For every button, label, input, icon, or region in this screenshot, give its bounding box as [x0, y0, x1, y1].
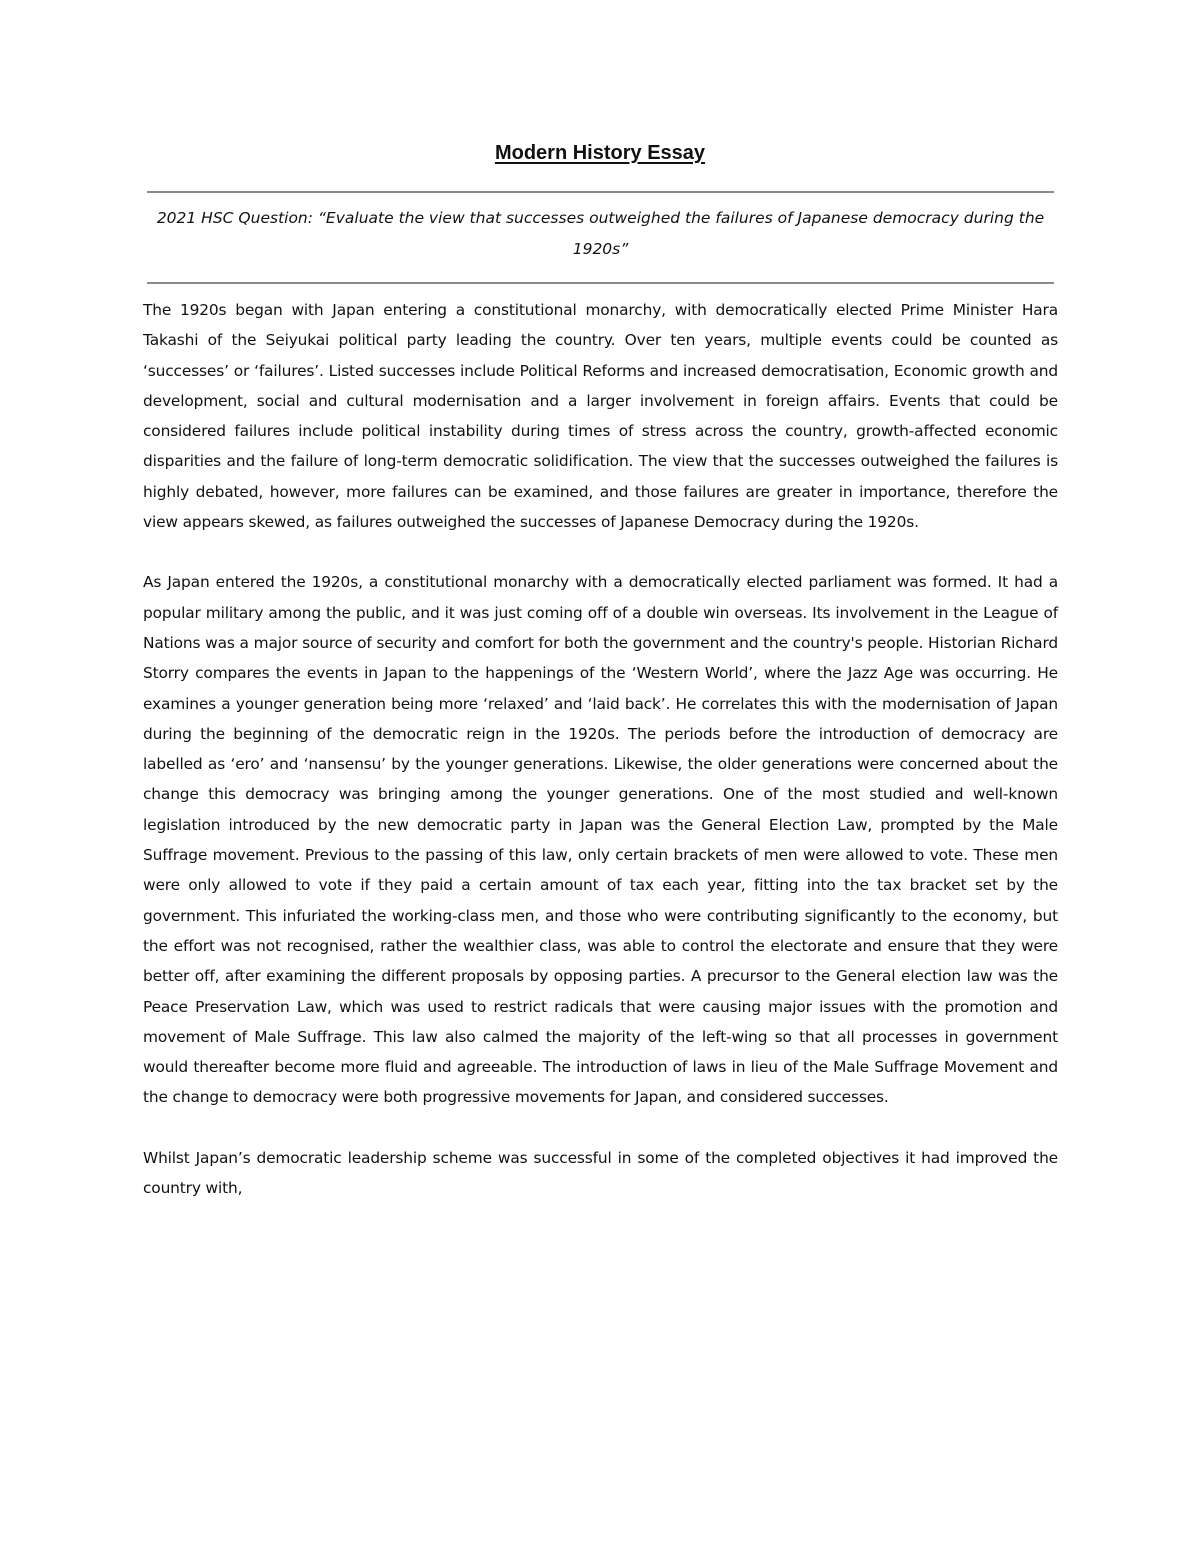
- document-title: Modern History Essay: [494, 142, 706, 164]
- paragraph-introduction: The 1920s began with Japan entering a constitutional monarchy, with democratically elected Prime Minister Hara Takashi of the Seiyukai political party leading the country. Over ten years, multiple events could be counted as ‘successes’ or ‘failures’. Listed successes include Political Reforms and increased democratisation, Economic growth and development, social and cultural modernisation and a larger involvement in foreign affairs. Events that could be considered failures include political instability during times of stress across the country, growth-affected economic disparities and the failure of long-term democratic solidification. The view that the successes outweighed the failures is highly debated, however, more failures can be examined, and those failures are greater in importance, therefore the view appears skewed, as failures outweighed the successes of Japanese Democracy during the 1920s.: [143, 301, 1058, 532]
- divider-bottom: [147, 282, 1054, 284]
- paragraph-successes: As Japan entered the 1920s, a constitutional monarchy with a democratically elected parliament was formed. It had a popular military among the public, and it was just coming off of a double win overseas. Its involvement in the League of Nations was a major source of security and comfort for both the government and the country's people. Historian Richard Storry compares the events in Japan to the happenings of the ‘Western World’, where the Jazz Age was occurring. He examines a younger generation being more ‘relaxed’ and ‘laid back’. He correlates this with the modernisation of Japan during the beginning of the democratic reign in the 1920s. The periods before the introduction of democracy are labelled as ‘ero’ and ‘nansensu’ by the younger generations. Likewise, the older generations were concerned about the change this democracy was bringing among the younger generations. One of the most studied and well-known legislation introduced by the new democratic party in Japan was the General Election Law, prompted by the Male Suffrage movement. Previous to the passing of this law, only certain brackets of men were allowed to vote. These men were only allowed to vote if they paid a certain amount of tax each year, fitting into the tax bracket set by the government. This infuriated the working-class men, and those who were contributing significantly to the economy, but the effort was not recognised, rather the wealthier class, was able to control the electorate and ensure that they were better off, after examining the different proposals by opposing parties. A precursor to the General election law was the Peace Preservation Law, which was used to restrict radicals that were causing major issues with the promotion and movement of Male Suffrage. This law also calmed the majority of the left-wing so that all processes in government would thereafter become more fluid and agreeable. The introduction of laws in lieu of the Male Suffrage Movement and the change to democracy were both progressive movements for Japan, and considered successes.: [143, 573, 1058, 1107]
- paragraph-failures: Whilst Japan’s democratic leadership scheme was successful in some of the completed objectives it had improved the country with,: [143, 1148, 1058, 1198]
- divider-top: [147, 191, 1054, 193]
- essay-question: 2021 HSC Question: “Evaluate the view that successes outweighed the failures of Japanese democracy during the 1920s”: [156, 209, 1045, 258]
- essay-body: [143, 295, 1058, 1233]
